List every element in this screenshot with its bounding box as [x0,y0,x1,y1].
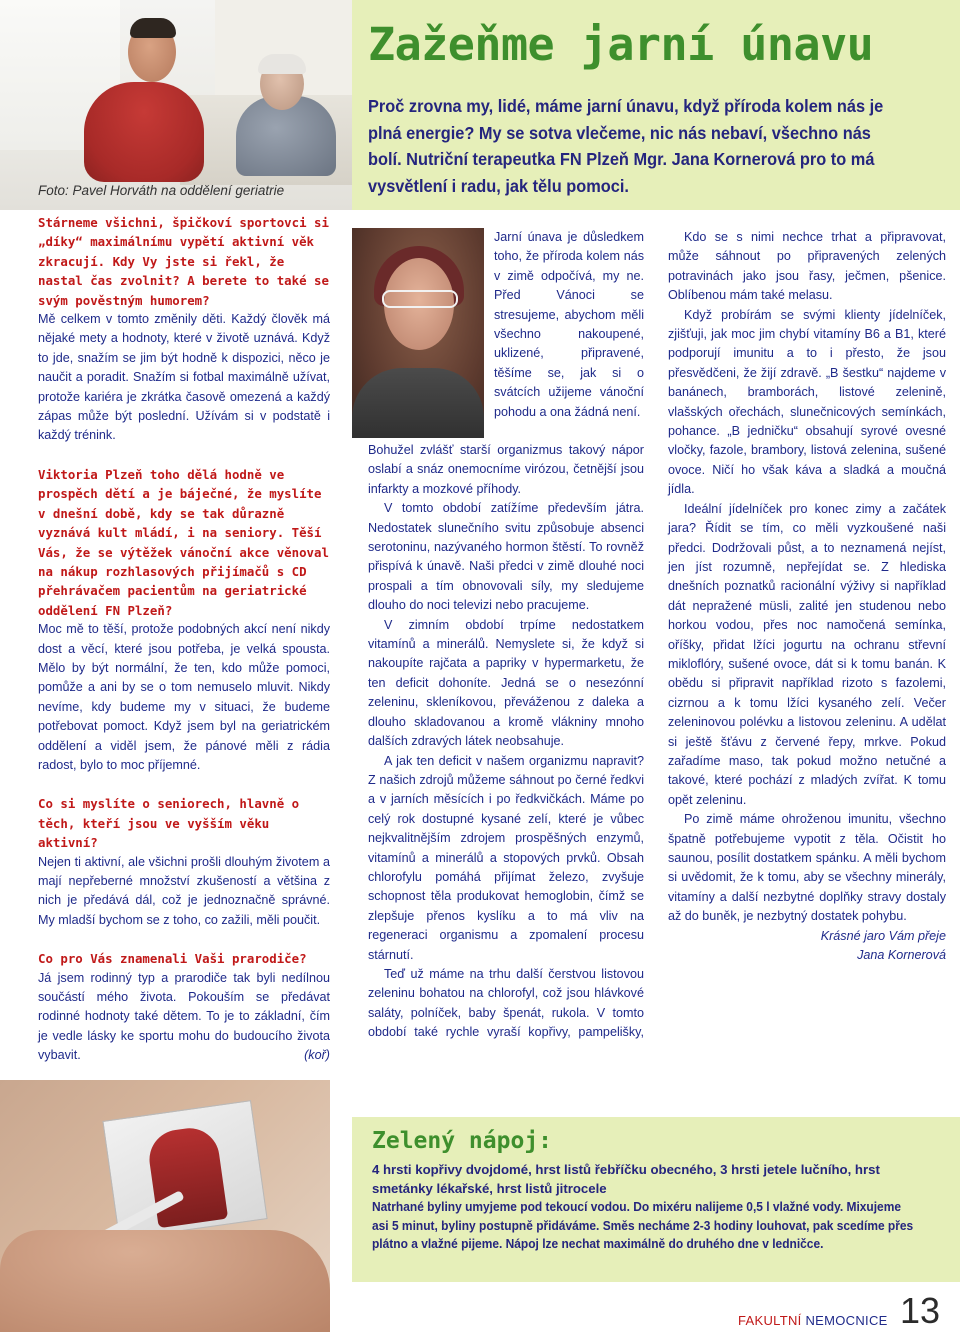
footer-brand [738,1313,888,1328]
interview-answer: Nejen ti aktivní, ale všichni prošli dlouhým životem a mají nepřeberné množství zkušeností a většina z nich je předává dál, což je jednoznačně správné. My mladší bychom se z toho, co zažili, měli poučit. [38,854,330,927]
author-portrait [352,228,484,438]
article-column-right [668,228,946,965]
article-paragraph: Po zimě máme ohroženou imunitu, všechno špatně potřebujeme vypotit z těla. Očistit ho saunou, posílit dostatkem spánku. A měli bychom si uvědomit, že k tomu, aby se všechny minerály, vitamíny a další nezbytné doplňky stravy dostaly až do buněk, je nezbytný dostatek pohybu. [668,812,946,924]
interview-question: Stárneme všichni, špičkoví sportovci si „díky“ maximálnímu vypětí aktivní věk zkracují. Kdy Vy jste si řekl, že nastal čas zvolnit? A berete to také se svým pověstným humorem? [38,215,329,308]
interview-answer: Já jsem rodinný typ a prarodiče tak byli nedílnou součástí mého života. Pokouším se předávat rodinné hodnoty také dětem. To je to základní, čím je vedle lásky ke sportu mohu do budoucího života vybavit. (koř) [38,969,330,1066]
interview-item [38,794,330,930]
article-paragraph: Když probírám se svými klienty jídelníček, zjišťuji, jak moc jim chybí vitamíny B6 a B1, které podporují imunitu a to i přesto, že jsou přesvědčeni, že žijí zdravě. „B šestku“ najdeme v banánech, bramborách, listové zelenině, vlašských ořechách, slunečnicových semínkách, pohance. „B jedničku“ obsahují syrové ovesné vločky, fazole, brambory, listová zelenina, sušené ovoce. Ničí ho však káva a sladká a moučná jídla. [668,307,946,497]
left-column [0,0,352,1332]
photo-caption: Foto: Pavel Horváth na oddělení geriatrie [38,183,285,198]
page-title: Zažeňme jarní únavu [368,18,874,71]
article-paragraph: V zimním období trpíme nedostatkem vitamínů a minerálů. Nemyslete si, že když si nakoupíte rajčata a papriky v hypermarketu, že ten deficit dohoníte. Jedná se o nesezónní zeleninu, skleníkovou, převáženou z daleka a dlouho skladovanou a kromě vlákniny mnoho dalších zdravých látek neobsahuje. [368,617,644,749]
glasses-icon [382,290,458,308]
recipe-instructions: Natrhané byliny umyjeme pod tekoucí vodou. Do mixéru nalijeme 0,5 l vlažné vody. Mixujeme asi 5 minut, byliny postupně přidáváme. Směs necháme 2-3 hodiny louhovat, pak scedíme přes plátno a vlažné pijeme. Nápoj lze nechat maximálně do druhého dne v ledničce. [372,1200,914,1252]
article-paragraph: Jarní únava je důsledkem toho, že příroda kolem nás v zimě odpočívá, my ne. Před Vánoci se stresujeme, abychom měli všechno nakoupené, uklizené, připravené, těšíme se, jak si o svátcích užijeme vánoční pohodu a ona žádná není. [494,230,644,419]
interview-item [38,213,330,446]
footer-brand-2: NEMOCNICE [805,1313,888,1328]
article-paragraph: Ideální jídelníček pro konec zimy a začátek jara? Řídit se tím, co měli vyzkoušené naši předci. Dodržovali půst, a to neznamená nejíst, jen jíst rozumně, nepřejídat se. Z hlediska dnešních poznatků racionální výživy si například dát nepražené müsli, zalité jen studenou nebo horkou vodou, přes noc namočená semínka, oříšky, přidat lžíci jogurtu na ochranu střevní mikloflóry, sušené ovoce, dát si k tomu banán. K obědu si připravit například rizoto s fazolemi, cizrnou a k tomu lžíci kysaného zelí. Večer zeleninovou polévku a listovou zeleninu. A udělat si ještě šťávu z červené řepy, mrkve. Pokud zařadíme maso, tak pokud možno netučné a takové, které pochází z mladých zvířat. K tomu opět zeleninu. [668,501,946,807]
footer-brand-1: FAKULTNÍ [738,1313,802,1328]
article-paragraph: V tomto období zatížíme především játra. Nedostatek slunečního svitu způsobuje absenci serotoninu, nazývaného hormon štěstí. To rovněž přispívá k únavě. Naši předci v zimě dlouhé noci prospali a tím obnovovali síly, my sledujeme dlouho do noci televizi nebo pracujeme. [368,501,644,613]
lead-paragraph: Proč zrovna my, lidé, máme jarní únavu, když příroda kolem nás je plná energie? My se sotva vlečeme, nic nás nebaví, všechno nás bolí. Nutriční terapeutka FN Plzeň Mgr. Jana Kornerová pro to má vysvětlení i radu, jak tělu pomoci. [368,96,884,196]
page-number: 13 [900,1290,941,1331]
interview-item [38,465,330,776]
interview [38,213,330,1085]
interview-question: Co pro Vás znamenali Vaši prarodiče? [38,951,307,967]
author-tag: (koř) [304,1048,330,1063]
article-paragraph: Bohužel zvlášť starší organizmus takový nápor oslabí a snáz onemocníme virózou, četnější jsou infarkty a mozkové příhody. [368,443,644,496]
article-column-mid [368,441,644,1044]
article-column-mid-top [494,228,644,422]
interview-answer: Moc mě to těší, protože podobných akcí není nikdy dost a věcí, které jsou potřeba, je velká spousta. Mělo by být normální, že ten, kdo může pomoci, pomůže a ani by se o tom nemuselo mluvit. Nikdy nevíme, kdy budeme my v situaci, že budeme potřebovat pomoct. Když jsem byl na geriatrickém oddělení a viděl jsem, že pánové měli z rádia radost, bylo to moc příjemné. [38,622,330,772]
recipe-title: Zelený nápoj: [372,1128,553,1154]
interview-question: Co si myslíte o seniorech, hlavně o těch, kteří jsou ve vyšším věku aktivní? [38,796,300,851]
closing-line: Krásné jaro Vám přeje [820,928,946,943]
article-paragraph: Kdo se s nimi nechce trhat a připravovat, může sáhnout po připravených zelených potravinách jako jsou řasy, ječmen, pšenice. Oblíbenou mám také melasu. [668,230,946,303]
article-paragraph: A jak ten deficit v našem organizmu napravit? Z našich zdrojů můžeme sáhnout po černé ředkvi a v jarních měsících i po ředkvičkách. Máme po celý rok dostupné kysané zelí, které je vůbec nejkvalitnějším zdrojem prospěšných enzymů, vitamínů a minerálů a stopových prvků. Obsah chlorofylu pomáhá přijímat železo, zvyšuje schopnost těla produkovat hemoglobin, čímž se zlepšuje přenos kyslíku a to má vliv na regeneraci organismu a zpomalení procesu stárnutí. [368,753,644,962]
interview-answer: Mě celkem v tomto změnily děti. Každý člověk má nějaké mety a hodnoty, které v životě uznává. Když to jde, snažím se jim být hodně k dispozici, něco je naučit a poradit. Snažím si fotbal maximálně užívat, protože kariéra je zkrátka časově omezená a každý zápas může být poslední. Užívám si v podstatě i každý trénink. [38,312,330,443]
interview-question: Viktoria Plzeň toho dělá hodně ve prospěch dětí a je báječné, že myslíte v dnešní době, kdy se tak důrazně vyznává kult mládí, i na seniory. Těší Vás, že se výtěžek vánoční akce věnoval na nákup rozhlasových přijímačů s CD přehrávačem pacientům na geriatrické oddělení FN Plzeň? [38,466,329,618]
interview-item [38,949,330,1065]
signature: Jana Kornerová [857,948,946,963]
autograph-photo [0,1080,330,1332]
recipe-ingredients: 4 hrsti kopřivy dvojdomé, hrst listů řebříčku obecného, 3 hrsti jetele lučního, hrst smetánky lékařské, hrst listů jitrocele [372,1162,880,1196]
hospital-photo [0,0,352,210]
article-paragraph: Teď už máme na trhu další čerstvou listovou zeleninu bohatou na chlorofyl, což jsou hlávkové saláty, polníček, baby špenát, rukola. V tomto období také rychle vyraší kopřivy, pampelišky, [368,966,644,1040]
